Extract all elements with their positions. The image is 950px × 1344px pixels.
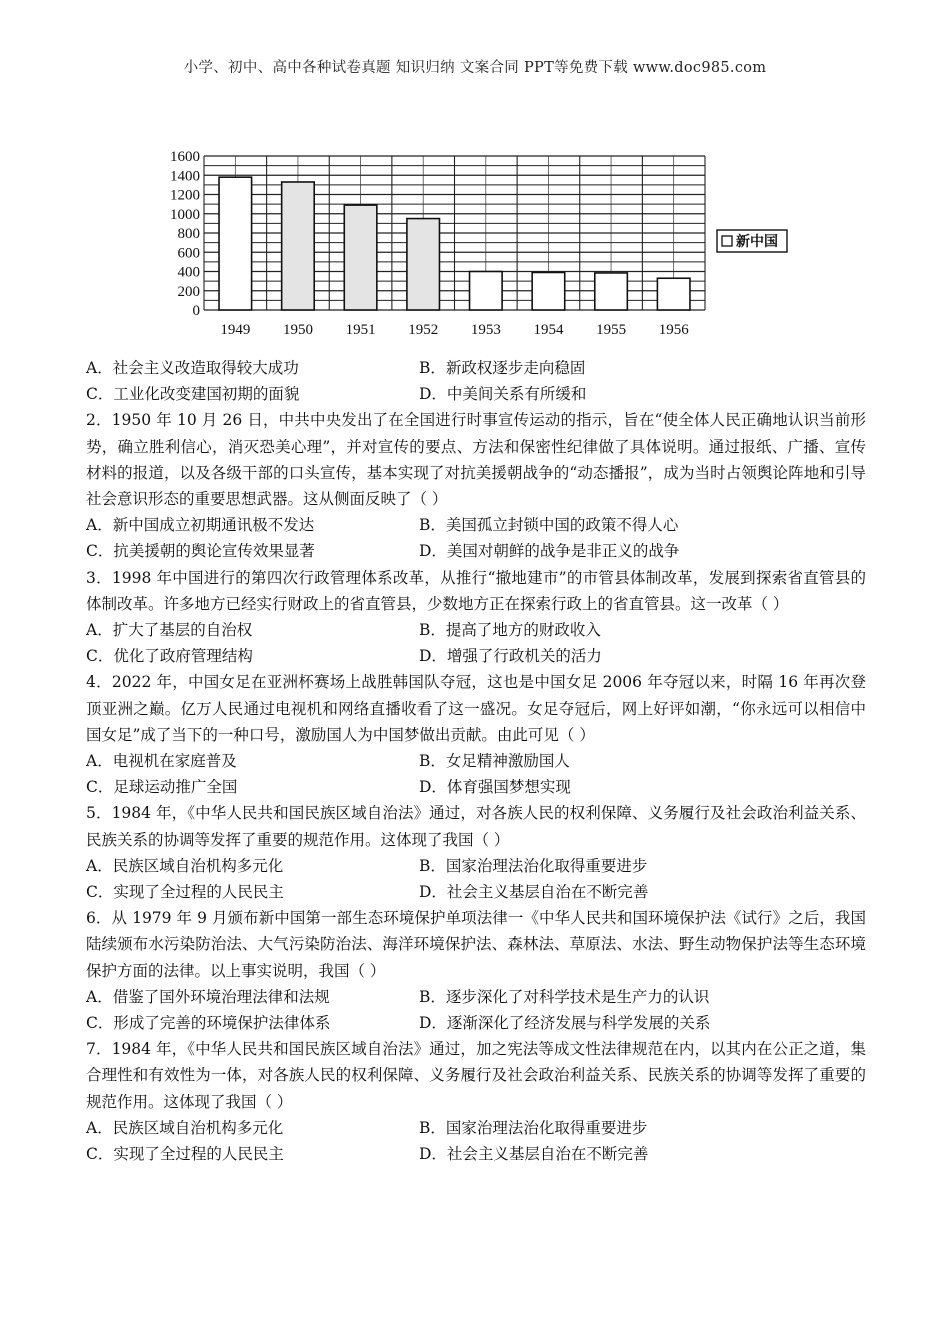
q7-option-b[interactable]: B．国家治理法治化取得重要进步 (419, 1118, 648, 1137)
q2-option-c[interactable]: C．抗美援朝的舆论宣传效果显著 (86, 542, 315, 561)
bar-1949 (219, 177, 252, 310)
q1-option-d[interactable]: D．中美间关系有所缓和 (419, 385, 587, 404)
x-tick-label: 1950 (282, 322, 313, 338)
q5-option-a[interactable]: A．民族区域自治机构多元化 (86, 856, 284, 875)
legend-label: 新中国 (736, 235, 778, 250)
q6-option-b[interactable]: B．逐步深化了对科学技术是生产力的认识 (419, 987, 710, 1006)
q7-option-c[interactable]: C．实现了全过程的人民民主 (86, 1145, 284, 1164)
q6-option-d[interactable]: D．逐渐深化了经济发展与科学发展的关系 (419, 1014, 711, 1033)
q3-option-b[interactable]: B．提高了地方的财政收入 (419, 621, 601, 640)
q6-option-a[interactable]: A．借鉴了国外环境治理法律和法规 (86, 987, 330, 1006)
bar-1950 (282, 182, 315, 310)
bar-1956 (657, 278, 690, 310)
legend-swatch (722, 236, 732, 246)
q6-option-c[interactable]: C．形成了完善的环境保护法律体系 (86, 1014, 331, 1033)
y-tick-label: 600 (177, 245, 200, 262)
y-tick-label: 1200 (170, 187, 200, 204)
q2-option-a[interactable]: A．新中国成立初期通讯极不发达 (86, 516, 315, 535)
q1-option-b[interactable]: B．新政权逐步走向稳固 (419, 359, 586, 377)
bar-1954 (532, 272, 565, 310)
bar-chart (160, 140, 800, 350)
q5-option-b[interactable]: B．国家治理法治化取得重要进步 (419, 856, 648, 875)
q3-option-c[interactable]: C．优化了政府管理结构 (86, 647, 253, 666)
q1-option-c[interactable]: C．工业化改变建国初期的面貌 (86, 385, 300, 404)
q4-option-c[interactable]: C．足球运动推广全国 (86, 778, 238, 797)
q1-options-row-1 (86, 355, 866, 381)
q3-stem: 3．1998 年中国进行的第四次行政管理体系改革，从推行“撤地建市”的市管县体制改革，发展到探索省直管县的体制改革。许多地方已经实行财政上的省直管县，少数地方正在探索行政上的省直管县。这一改革（ ） (86, 568, 866, 613)
x-tick-label: 1955 (596, 322, 627, 338)
q3-option-a[interactable]: A．扩大了基层的自治权 (86, 621, 253, 640)
y-tick-label: 1600 (170, 149, 200, 165)
q4-option-b[interactable]: B．女足精神激励国人 (419, 752, 570, 771)
q5-stem: 5．1984 年，《中华人民共和国民族区域自治法》通过，对各族人民的权利保障、义务履行及社会政治利益关系、民族关系的协调等发挥了重要的规范作用。这体现了我国（ ） (86, 804, 866, 849)
q1-option-a[interactable]: A．社会主义改造取得较大成功 (86, 359, 299, 377)
x-tick-label: 1952 (408, 322, 439, 338)
q5-option-c[interactable]: C．实现了全过程的人民民主 (86, 883, 284, 902)
q2-option-d[interactable]: D．美国对朝鲜的战争是非正义的战争 (419, 542, 680, 561)
q4-option-a[interactable]: A．电视机在家庭普及 (86, 752, 237, 771)
q3-option-d[interactable]: D．增强了行政机关的活力 (419, 647, 602, 666)
chart-svg (160, 140, 800, 350)
y-tick-label: 0 (192, 303, 200, 319)
y-tick-label: 400 (177, 264, 200, 281)
page-header: 小学、初中、高中各种试卷真题 知识归纳 文案合同 PPT等免费下载 www.doc985.com (183, 60, 767, 76)
q6-stem: 6．从 1979 年 9 月颁布新中国第一部生态环境保护单项法律一《中华人民共和国环境保护法《试行》之后，我国陆续颁布水污染防治法、大气污染防治法、海洋环境保护法、森林法、草原法、水法、野生动物保护法等生态环境保护方面的法律。以上事实说明，我国（ ） (86, 909, 866, 980)
x-tick-label: 1954 (533, 322, 564, 338)
q4-stem: 4．2022 年，中国女足在亚洲杯赛场上战胜韩国队夺冠，这也是中国女足 2006 年夺冠以来，时隔 16 年再次登顶亚洲之巅。亿万人民通过电视机和网络直播收看了这一盛况。女足夺冠后，网上好评如潮，“你永远可以相信中国女足”成了当下的一种口号，激励国人为中国梦做出贡献。由此可见（ ） (86, 673, 866, 744)
q5-option-d[interactable]: D．社会主义基层自治在不断完善 (419, 883, 649, 902)
y-tick-label: 800 (177, 226, 200, 242)
q7-option-a[interactable]: A．民族区域自治机构多元化 (86, 1118, 284, 1137)
bar-1955 (595, 273, 628, 310)
y-tick-label: 200 (177, 283, 200, 300)
q1-options-row-2 (86, 381, 866, 407)
bar-1953 (470, 272, 503, 311)
q2-option-b[interactable]: B．美国孤立封锁中国的政策不得人心 (419, 516, 679, 535)
q7-option-d[interactable]: D．社会主义基层自治在不断完善 (419, 1145, 649, 1164)
x-tick-label: 1956 (658, 322, 689, 338)
y-tick-label: 1000 (170, 206, 200, 223)
bar-1951 (344, 205, 377, 310)
x-tick-label: 1951 (345, 322, 376, 338)
x-tick-label: 1949 (220, 322, 251, 338)
x-tick-label: 1953 (470, 322, 501, 338)
question-body (86, 355, 866, 1167)
q4-option-d[interactable]: D．体育强国梦想实现 (419, 778, 571, 797)
y-tick-label: 1400 (170, 168, 200, 185)
q7-stem: 7．1984 年，《中华人民共和国民族区域自治法》通过，加之宪法等成文性法律规范在内，以其内在公正之道，集合理性和有效性为一体，对各族人民的权利保障、义务履行及社会政治利益关系、民族关系的协调等发挥了重要的规范作用。这体现了我国（ ） (86, 1040, 866, 1111)
bar-1952 (407, 219, 440, 310)
q2-stem: 2．1950 年 10 月 26 日，中共中央发出了在全国进行时事宣传运动的指示，旨在“使全体人民正确地认识当前形势，确立胜利信心，消灭恐美心理”，并对宣传的要点、方法和保密性纪律做了具体说明。通过报纸、广播、宣传材料的报道，以及各级干部的口头宣传，基本实现了对抗美援朝战争的“动态播报”，成为当时占领舆论阵地和引导社会意识形态的重要思想武器。这从侧面反映了（ ） (86, 411, 866, 509)
